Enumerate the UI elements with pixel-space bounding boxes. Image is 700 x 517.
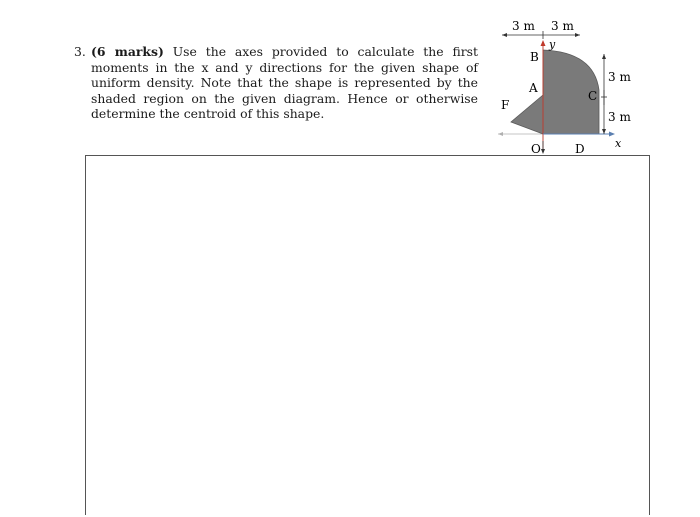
question-marks: (6 marks) (91, 44, 164, 59)
dim-top-right-label: 3 m (551, 19, 574, 33)
shaded-shape (511, 50, 599, 134)
answer-box[interactable] (85, 155, 650, 515)
f-reference-line (498, 132, 543, 136)
dim-top-left-label: 3 m (512, 19, 535, 33)
question-3 (74, 44, 478, 122)
y-axis-label: y (549, 38, 556, 51)
question-body (91, 44, 478, 122)
question-text: Use the axes provided to calculate the first moments in the x and y directions for the given shape of uniform density. Note that the shape is represented by the shaded region on the given diagram. Hence or otherwise determine the centroid of this shape. (91, 44, 478, 122)
point-f-label: F (501, 98, 510, 112)
point-b-label: B (530, 50, 539, 64)
dim-right-upper-label: 3 m (608, 70, 631, 84)
x-axis-label: x (615, 137, 622, 150)
dim-right-lower-label: 3 m (608, 110, 631, 124)
o-tick (541, 141, 545, 154)
question-number: 3. (74, 44, 86, 59)
shape-diagram (488, 10, 648, 160)
diagram-svg (488, 10, 648, 160)
point-d-label: D (575, 142, 585, 156)
point-c-label: C (588, 89, 598, 103)
right-dimension-line (602, 54, 606, 134)
point-o-label: O (531, 142, 541, 156)
point-a-label: A (529, 81, 538, 95)
